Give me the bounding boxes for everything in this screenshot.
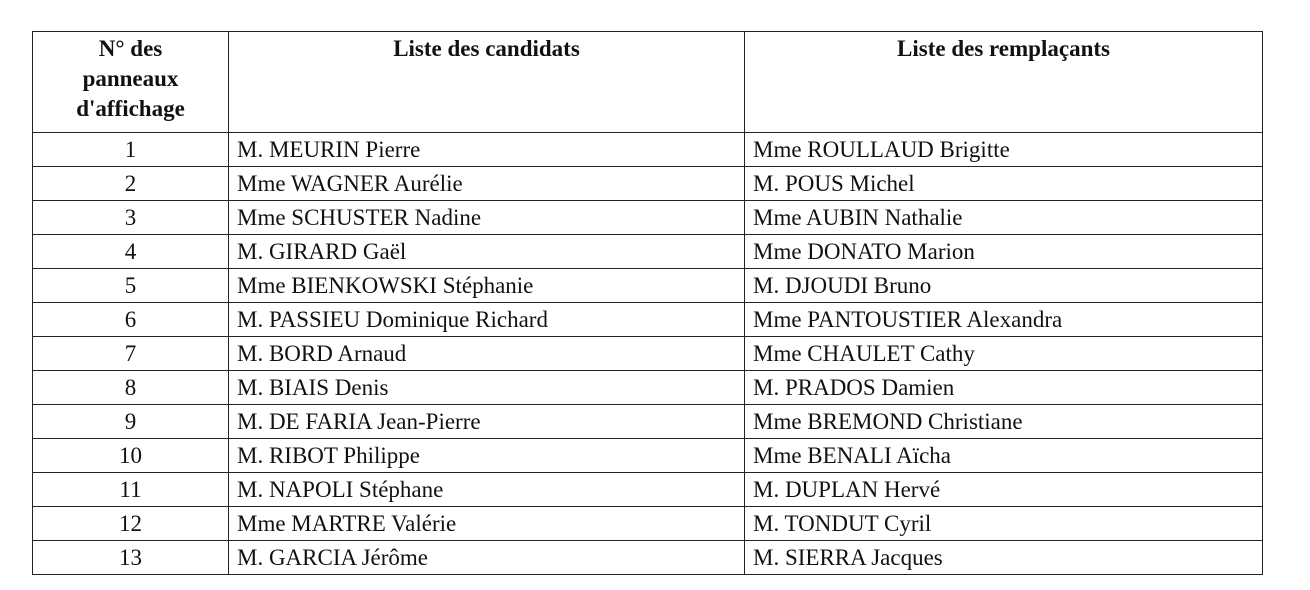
- panel-number: 5: [33, 269, 229, 303]
- candidate-name: Mme MARTRE Valérie: [229, 507, 745, 541]
- candidates-table: [32, 31, 1263, 575]
- panel-number: 11: [33, 473, 229, 507]
- panel-number: 12: [33, 507, 229, 541]
- candidate-name: M. GARCIA Jérôme: [229, 541, 745, 575]
- candidate-name: Mme WAGNER Aurélie: [229, 167, 745, 201]
- candidate-name: M. BORD Arnaud: [229, 337, 745, 371]
- panel-number: 3: [33, 201, 229, 235]
- table-row: [33, 133, 1263, 167]
- table-row: [33, 473, 1263, 507]
- candidate-name: M. NAPOLI Stéphane: [229, 473, 745, 507]
- replacement-name: Mme BENALI Aïcha: [745, 439, 1263, 473]
- header-panel-number-line1: N° des: [98, 36, 163, 61]
- table-row: [33, 269, 1263, 303]
- table-row: [33, 167, 1263, 201]
- candidate-name: M. BIAIS Denis: [229, 371, 745, 405]
- table-row: [33, 371, 1263, 405]
- replacement-name: M. TONDUT Cyril: [745, 507, 1263, 541]
- panel-number: 9: [33, 405, 229, 439]
- candidate-name: M. DE FARIA Jean-Pierre: [229, 405, 745, 439]
- replacement-name: M. DJOUDI Bruno: [745, 269, 1263, 303]
- replacement-name: Mme PANTOUSTIER Alexandra: [745, 303, 1263, 337]
- panel-number: 2: [33, 167, 229, 201]
- header-panel-number: [33, 32, 229, 133]
- candidate-name: M. GIRARD Gaël: [229, 235, 745, 269]
- candidate-name: M. MEURIN Pierre: [229, 133, 745, 167]
- header-panel-number-line2: panneaux: [82, 66, 179, 91]
- table-row: [33, 303, 1263, 337]
- panel-number: 6: [33, 303, 229, 337]
- candidate-name: M. RIBOT Philippe: [229, 439, 745, 473]
- replacement-name: M. POUS Michel: [745, 167, 1263, 201]
- header-replacements: Liste des remplaçants: [745, 32, 1263, 133]
- candidate-name: Mme SCHUSTER Nadine: [229, 201, 745, 235]
- replacement-name: M. SIERRA Jacques: [745, 541, 1263, 575]
- table-row: [33, 541, 1263, 575]
- replacement-name: M. PRADOS Damien: [745, 371, 1263, 405]
- header-panel-number-line3: d'affichage: [76, 96, 185, 121]
- table-header: [33, 32, 1263, 133]
- table-row: [33, 201, 1263, 235]
- replacement-name: Mme DONATO Marion: [745, 235, 1263, 269]
- table-row: [33, 337, 1263, 371]
- replacement-name: Mme AUBIN Nathalie: [745, 201, 1263, 235]
- header-candidates: Liste des candidats: [229, 32, 745, 133]
- replacement-name: M. DUPLAN Hervé: [745, 473, 1263, 507]
- panel-number: 4: [33, 235, 229, 269]
- replacement-name: Mme BREMOND Christiane: [745, 405, 1263, 439]
- replacement-name: Mme ROULLAUD Brigitte: [745, 133, 1263, 167]
- table-body: [33, 133, 1263, 575]
- panel-number: 10: [33, 439, 229, 473]
- candidate-name: M. PASSIEU Dominique Richard: [229, 303, 745, 337]
- table-row: [33, 235, 1263, 269]
- replacement-name: Mme CHAULET Cathy: [745, 337, 1263, 371]
- candidate-name: Mme BIENKOWSKI Stéphanie: [229, 269, 745, 303]
- panel-number: 7: [33, 337, 229, 371]
- table-row: [33, 507, 1263, 541]
- table-row: [33, 439, 1263, 473]
- header-row: [33, 32, 1263, 133]
- panel-number: 8: [33, 371, 229, 405]
- table-row: [33, 405, 1263, 439]
- panel-number: 13: [33, 541, 229, 575]
- panel-number: 1: [33, 133, 229, 167]
